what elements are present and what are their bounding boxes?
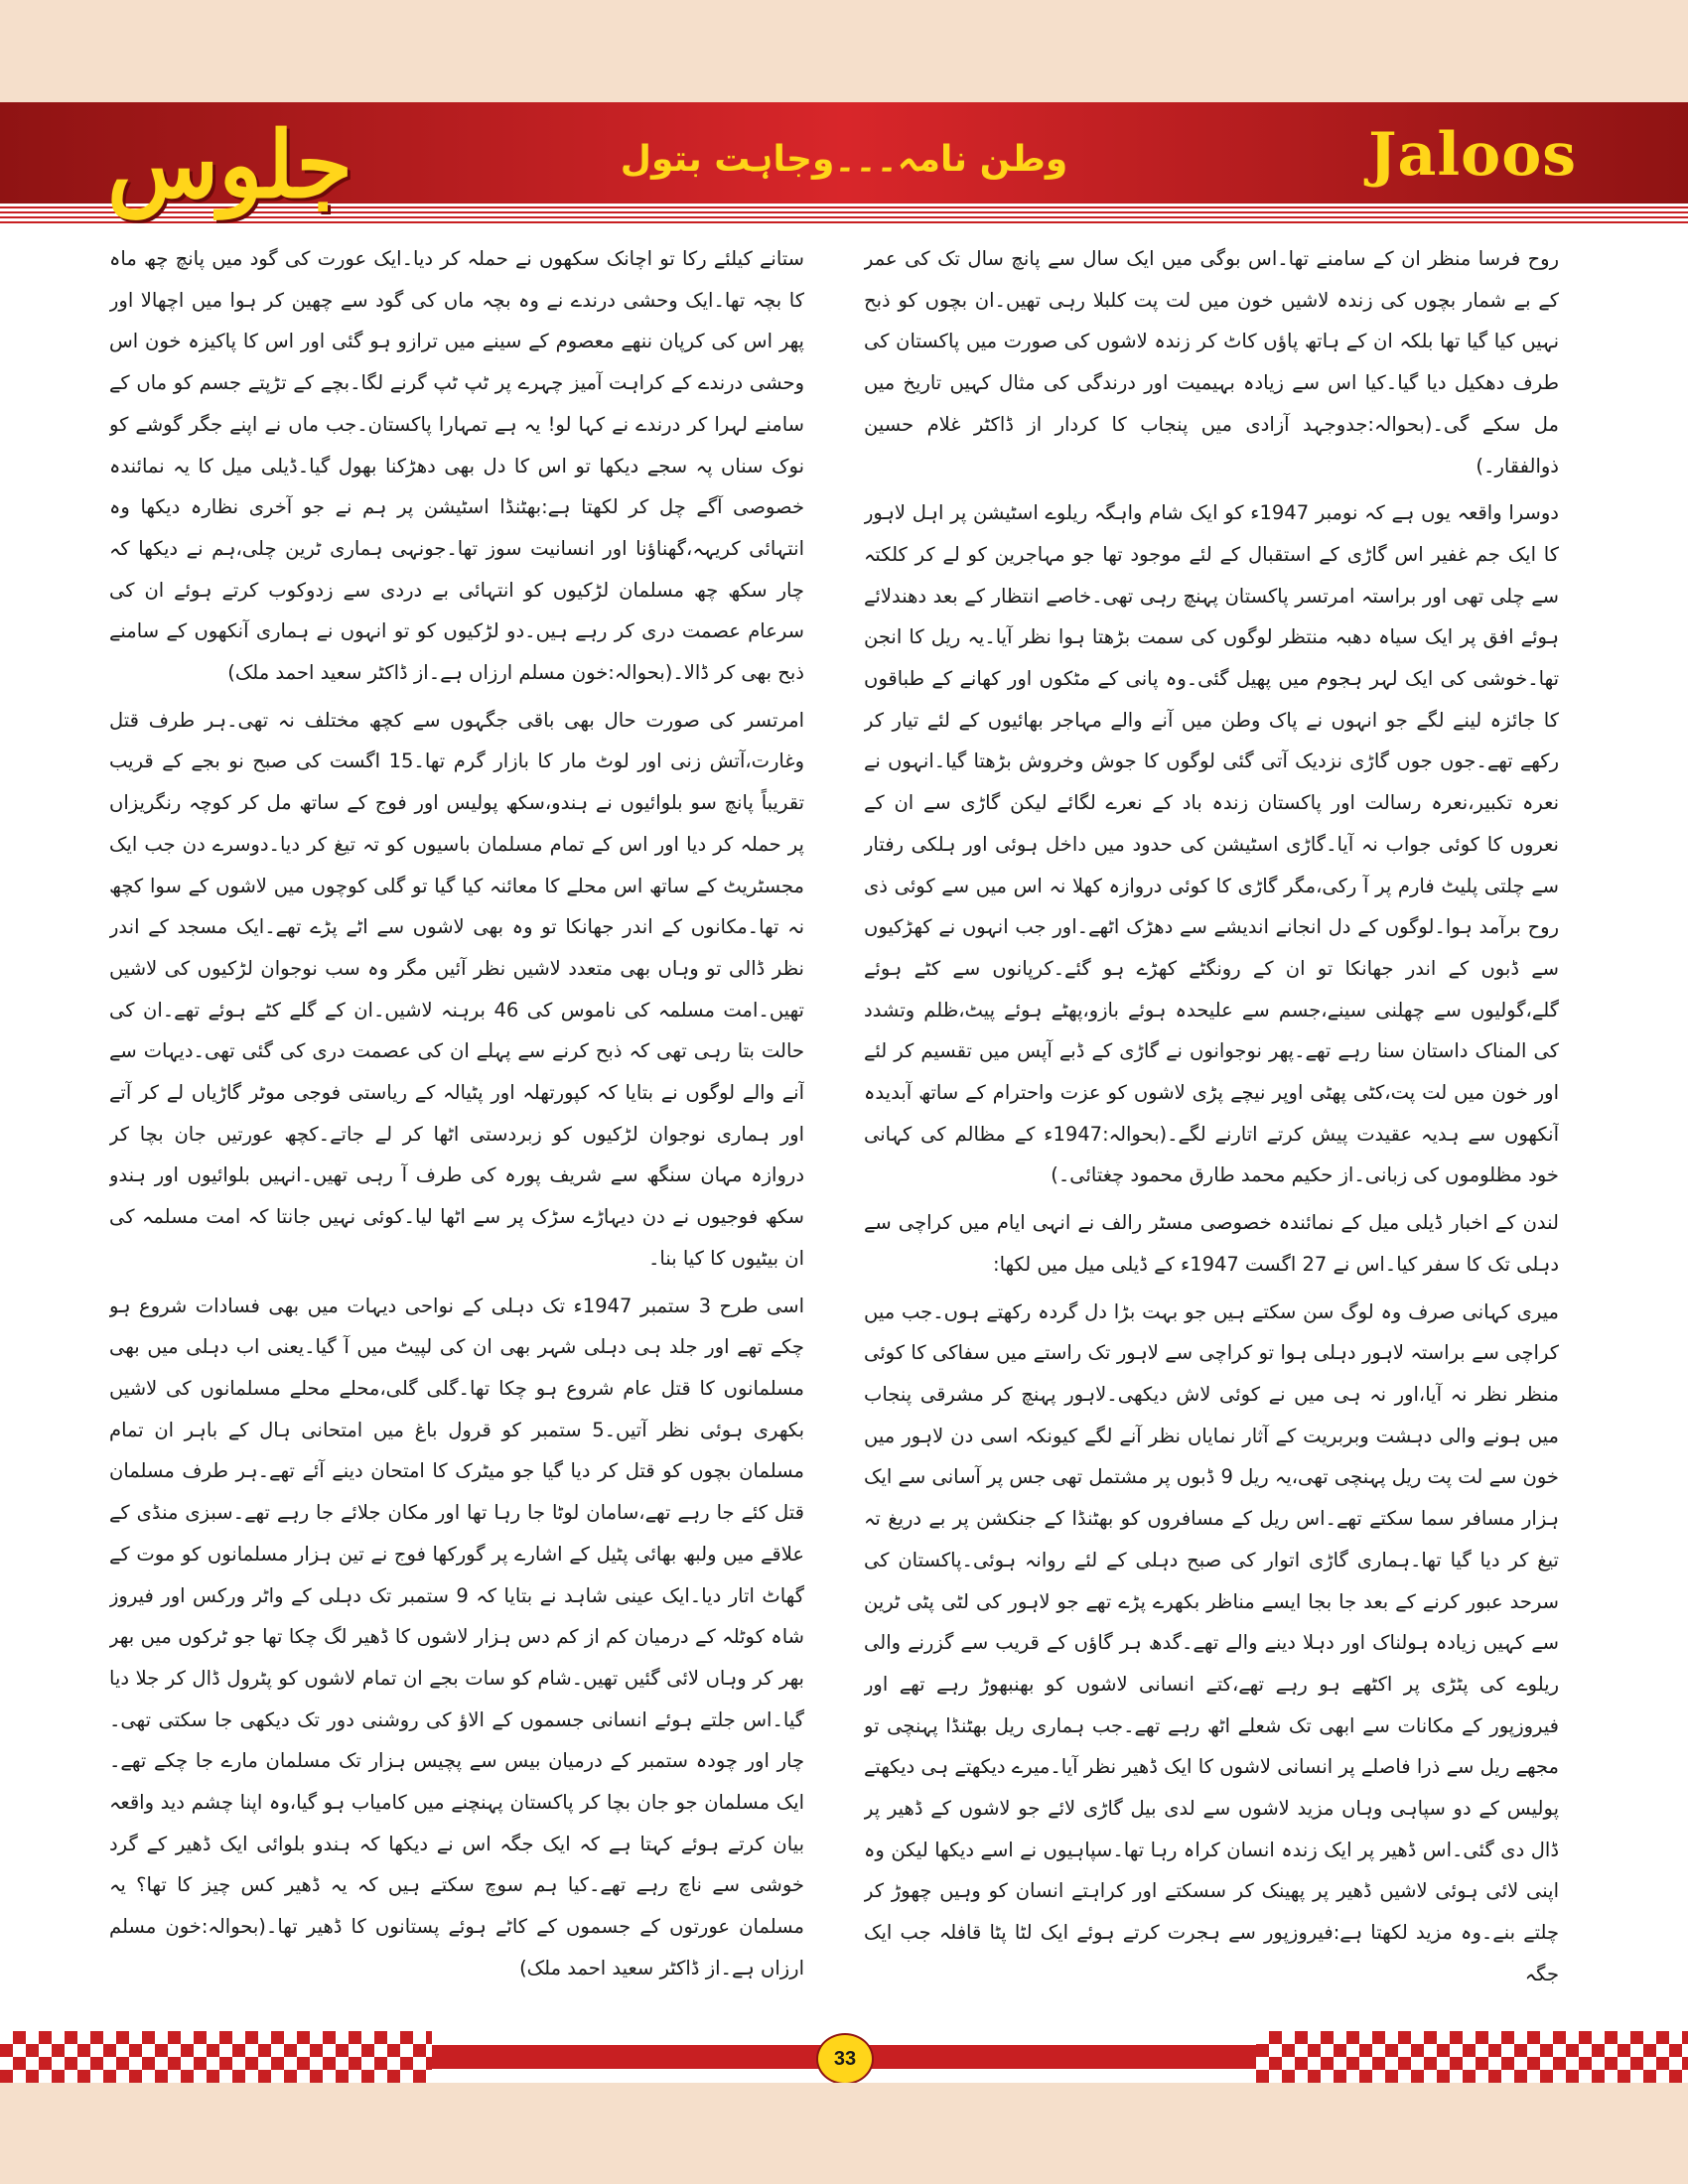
brand-logo-english: Jaloos bbox=[1368, 120, 1577, 190]
article-column-left bbox=[109, 238, 804, 1997]
paragraph: اسی طرح 3 ستمبر 1947ء تک دہلی کے نواحی دیہات میں بھی فسادات شروع ہو چکے تھے اور جلد ہی دہلی شہر بھی ان کی لپیٹ میں آ گیا۔یعنی اب دہلی میں بھی مسلمانوں کا قتل عام شروع ہو چکا تھا۔گلی گلی،محلے محلے مسلمانوں کی لاشیں بکھری ہوئی نظر آتیں۔5 ستمبر کو قرول باغ میں امتحانی ہال کے باہر ان تمام مسلمان بچوں کو قتل کر دیا گیا جو میٹرک کا امتحان دینے آئے تھے۔ہر طرف مسلمان قتل کئے جا رہے تھے،سامان لوٹا جا رہا تھا اور مکان جلائے جا رہے تھے۔سبزی منڈی کے علاقے میں ولبھ بھائی پٹیل کے اشارے پر گورکھا فوج نے تین ہزار مسلمانوں کو موت کے گھاٹ اتار دیا۔ایک عینی شاہد نے بتایا کہ 9 ستمبر تک دہلی کے واٹر ورکس اور فیروز شاہ کوٹلہ کے درمیان کم از کم دس ہزار لاشوں کا ڈھیر لگ چکا تھا جو ٹرکوں میں بھر بھر کر وہاں لائی گئیں تھیں۔شام کو سات بجے ان تمام لاشوں کو پٹرول ڈال کر جلا دیا گیا۔اس جلتے ہوئے انسانی جسموں کے الاؤ کی روشنی دور تک دیکھی جا سکتی تھی۔چار اور چودہ ستمبر کے درمیان بیس سے پچیس ہزار تک مسلمان مارے جا چکے تھے۔ایک مسلمان جو جان بچا کر پاکستان پہنچنے میں کامیاب ہو گیا،وہ اپنا چشم دید واقعہ بیان کرتے ہوئے کہتا ہے کہ ایک جگہ اس نے دیکھا کہ ہندو بلوائی ایک ڈھیر کے گرد خوشی سے ناچ رہے تھے۔کیا ہم سوچ سکتے ہیں کہ یہ ڈھیر کس چیز کا تھا؟ یہ مسلمان عورتوں کے جسموں کے کاٹے ہوئے پستانوں کا ڈھیر تھا۔(بحوالہ:خون مسلم ارزاں ہے۔از ڈاکٹر سعید احمد ملک) bbox=[109, 1294, 804, 1979]
top-margin-band bbox=[0, 0, 1688, 102]
footer-checker-left bbox=[0, 2031, 432, 2083]
brand-logo-urdu: جلوس bbox=[107, 111, 353, 218]
paragraph: میری کہانی صرف وہ لوگ سن سکتے ہیں جو بہت بڑا دل گردہ رکھتے ہوں۔جب میں کراچی سے براستہ لاہور دہلی ہوا تو کراچی سے لاہور تک راستے میں سفاکی کا کوئی منظر نظر نہ آیا،اور نہ ہی میں نے کوئی لاش دیکھی۔لاہور پہنچ کر مشرقی پنجاب میں ہونے والی دہشت وبربریت کے آثار نمایاں نظر آنے لگے کیونکہ اسی دن لاہور میں خون سے لت پت ریل پہنچی تھی،یہ ریل 9 ڈبوں پر مشتمل تھی جس پر آسانی سے ایک ہزار مسافر سما سکتے تھے۔اس ریل کے مسافروں کو بھٹنڈا کے جنکشن پر بے دریغ تہ تیغ کر دیا گیا تھا۔ہماری گاڑی اتوار کی صبح دہلی کے لئے روانہ ہوئی۔پاکستان کی سرحد عبور کرنے کے بعد جا بجا ایسے مناظر بکھرے پڑے تھے جو لاہور کی لٹی پٹی ٹرین سے کہیں زیادہ ہولناک اور دہلا دینے والے تھے۔گدھ ہر گاؤں کے قریب سے گزرنے والی ریلوے کی پٹڑی پر اکٹھے ہو رہے تھے،کتے انسانی لاشوں کو بھنبھوڑ رہے تھے اور فیروزپور کے مکانات سے ابھی تک شعلے اٹھ رہے تھے۔جب ہماری ریل بھٹنڈا پہنچی تو مجھے ریل سے ذرا فاصلے پر انسانی لاشوں کا ایک ڈھیر نظر آیا۔میرے دیکھتے ہی دیکھتے پولیس کے دو سپاہی وہاں مزید لاشوں سے لدی بیل گاڑی لائے جو لاشوں کے ڈھیر پر ڈال دی گئی۔اس ڈھیر پر ایک زندہ انسان کراہ رہا تھا۔سپاہیوں نے اسے دیکھا لیکن وہ اپنی لائی ہوئی لاشیں ڈھیر پر پھینک کر سسکتے اور کراہتے انسان کو وہیں چھوڑ کر چلتے بنے۔وہ مزید لکھتا ہے:فیروزپور سے ہجرت کرتے ہوئے ایک لٹا پٹا قافلہ جب ایک جگہ bbox=[864, 1299, 1559, 1985]
article-heading: وطن نامہ۔۔۔وجاہت بتول bbox=[620, 139, 1068, 180]
bottom-margin-band bbox=[0, 2083, 1688, 2184]
paragraph: امرتسر کی صورت حال بھی باقی جگہوں سے کچھ مختلف نہ تھی۔ہر طرف قتل وغارت،آتش زنی اور لوٹ مار کا بازار گرم تھا۔15 اگست کی صبح نو بجے کے قریب تقریباً پانچ سو بلوائیوں نے ہندو،سکھ پولیس اور فوج کے ساتھ مل کر کوچہ رنگریزاں پر حملہ کر دیا اور اس کے تمام مسلمان باسیوں کو تہ تیغ کر دیا۔دوسرے دن جب ایک مجسٹریٹ کے ساتھ اس محلے کا معائنہ کیا گیا تو گلی کوچوں میں لاشوں کے سوا کچھ نہ تھا۔مکانوں کے اندر جھانکا تو وہ بھی لاشوں سے اٹے پڑے تھے۔ایک مسجد کے اندر نظر ڈالی تو وہاں بھی متعدد لاشیں نظر آئیں مگر وہ سب نوجوان لڑکیوں کی لاشیں تھیں۔امت مسلمہ کی ناموس کی 46 برہنہ لاشیں۔ان کے گلے کٹے ہوئے تھے۔ان کی حالت بتا رہی تھی کہ ذبح کرنے سے پہلے ان کی عصمت دری کی گئی تھی۔دیہات سے آنے والے لوگوں نے بتایا کہ کپورتھلہ اور پٹیالہ کے ریاستی فوجی موٹر گاڑیاں لے کر آتے اور ہماری نوجوان لڑکیوں کو زبردستی اٹھا کر لے جاتے۔کچھ عورتیں جان بچا کر دروازہ مہان سنگھ سے شریف پورہ کی طرف آ رہی تھیں۔انہیں بلوائیوں اور ہندو سکھ فوجیوں نے دن دیہاڑے سڑک پر سے اٹھا لیا۔کوئی نہیں جانتا کہ امت مسلمہ کی ان بیٹیوں کا کیا بنا۔ bbox=[109, 708, 804, 1270]
paragraph: لندن کے اخبار ڈیلی میل کے نمائندہ خصوصی مسٹر رالف نے انہی ایام میں کراچی سے دہلی تک کا سفر کیا۔اس نے 27 اگست 1947ء کے ڈیلی میل میں لکھا: bbox=[864, 1211, 1559, 1276]
page-number: 33 bbox=[816, 2033, 874, 2085]
paragraph: ستانے کیلئے رکا تو اچانک سکھوں نے حملہ کر دیا۔ایک عورت کی گود میں پانچ چھ ماہ کا بچہ تھا۔ایک وحشی درندے نے وہ بچہ ماں کی گود سے چھین کر ہوا میں اچھالا اور پھر اس کی کرپان ننھے معصوم کے سینے میں ترازو ہو گئی اور اس کا پاکیزہ خون اس وحشی درندے کے کراہت آمیز چہرے پر ٹپ ٹپ گرنے لگا۔بچے کے تڑپتے جسم کو ماں کے سامنے لہرا کر درندے نے کہا لو! یہ ہے تمہارا پاکستان۔جب ماں نے اپنے جگر گوشے کو نوک سناں پہ سجے دیکھا تو اس کا دل بھی دھڑکنا بھول گیا۔ڈیلی میل کا یہ نمائندہ خصوصی آگے چل کر لکھتا ہے:بھٹنڈا اسٹیشن پر ہم نے جو آخری نظارہ دیکھا وہ انتہائی کریہہ،گھناؤنا اور انسانیت سوز تھا۔جونہی ہماری ٹرین چلی،ہم نے دیکھا کہ چار سکھ چھ مسلمان لڑکیوں کو انتہائی بے دردی سے زدوکوب کرتے ہوئے ان کی سرعام عصمت دری کر رہے ہیں۔دو لڑکیوں کو تو انہوں نے ہماری آنکھوں کے سامنے ذبح بھی کر ڈالا۔(بحوالہ:خون مسلم ارزاں ہے۔از ڈاکٹر سعید احمد ملک) bbox=[109, 247, 804, 685]
footer-checker-right bbox=[1256, 2031, 1688, 2083]
paragraph: دوسرا واقعہ یوں ہے کہ نومبر 1947ء کو ایک شام واہگہ ریلوے اسٹیشن پر اہل لاہور کا ایک جم غفیر اس گاڑی کے استقبال کے لئے موجود تھا جو مہاجرین کو لے کر کلکتہ سے چلی تھی اور براستہ امرتسر پاکستان پہنچ رہی تھی۔خاصے انتظار کے بعد دھندلائے ہوئے افق پر ایک سیاہ دھبہ منتظر لوگوں کی سمت بڑھتا ہوا نظر آیا۔یہ ریل کا انجن تھا۔خوشی کی ایک لہر ہجوم میں پھیل گئی۔وہ پانی کے مٹکوں اور کھانے کے طباقوں کا جائزہ لینے لگے جو انہوں نے پاک وطن میں آنے والے مہاجر بھائیوں کے لئے تیار کر رکھے تھے۔جوں جوں گاڑی نزدیک آتی گئی لوگوں کا جوش وخروش بڑھتا گیا۔انہوں نے نعرہ تکبیر،نعرہ رسالت اور پاکستان زندہ باد کے نعرے لگائے لیکن گاڑی سے ان کے نعروں کا کوئی جواب نہ آیا۔گاڑی اسٹیشن کی حدود میں داخل ہوئی اور ہلکی رفتار سے چلتی پلیٹ فارم پر آ رکی،مگر گاڑی کا کوئی دروازہ کھلا نہ اس میں سے کوئی ذی روح برآمد ہوا۔لوگوں کے دل انجانے اندیشے سے دھڑک اٹھے۔اور جب انہوں نے کھڑکیوں سے ڈبوں کے اندر جھانکا تو ان کے رونگٹے کھڑے ہو گئے۔کرپانوں سے کٹے ہوئے گلے،گولیوں سے چھلنی سینے،جسم سے علیحدہ ہوئے بازو،پھٹے ہوئے پیٹ،ظلم وتشدد کی المناک داستان سنا رہے تھے۔پھر نوجوانوں نے گاڑی کے ڈبے آپس میں تقسیم کر لئے اور خون میں لت پت،کٹی پھٹی اوپر نیچے پڑی لاشوں کو عزت واحترام کے ساتھ آبدیدہ آنکھوں سے ہدیہ عقیدت پیش کرتے اتارنے لگے۔(بحوالہ:1947ء کے مظالم کی کہانی خود مظلوموں کی زبانی۔از حکیم محمد طارق محمود چغتائی۔) bbox=[864, 501, 1559, 1187]
article-column-right bbox=[864, 238, 1559, 1997]
paragraph: روح فرسا منظر ان کے سامنے تھا۔اس بوگی میں ایک سال سے پانچ سال تک کی عمر کے بے شمار بچوں کی زندہ لاشیں خون میں لت پت کلبلا رہی تھیں۔ان بچوں کو ذبح نہیں کیا گیا تھا بلکہ ان کے ہاتھ پاؤں کاٹ کر زندہ لاشوں کی صورت میں پاکستان کی طرف دھکیل دیا گیا۔کیا اس سے زیادہ بہیمیت اور درندگی کی مثال کہیں تاریخ میں مل سکے گی۔(بحوالہ:جدوجہد آزادی میں پنجاب کا کردار از ڈاکٹر غلام حسین ذوالفقار۔) bbox=[864, 247, 1559, 478]
